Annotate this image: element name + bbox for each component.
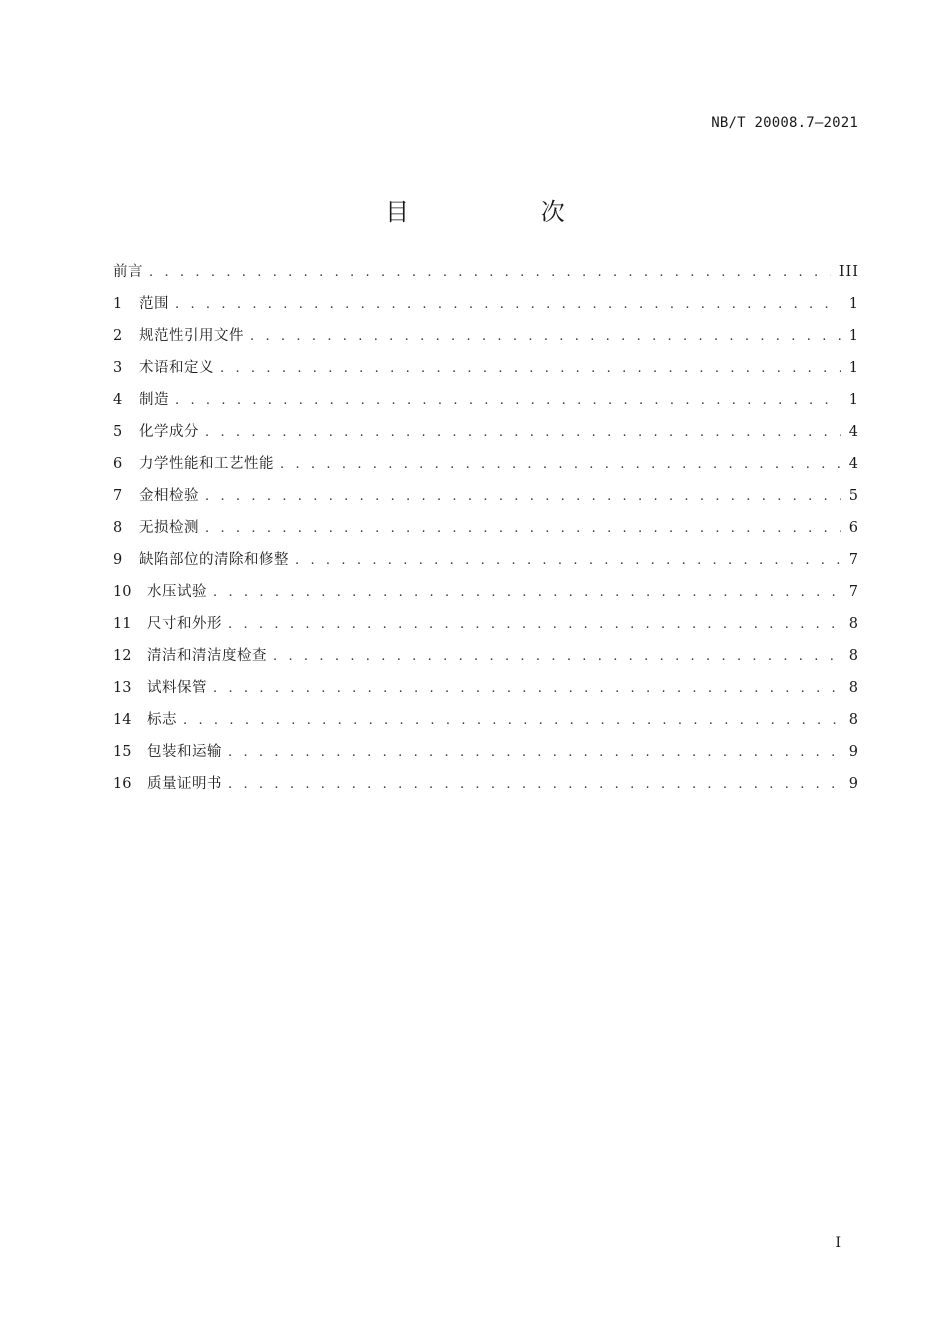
toc-entry-2[interactable] bbox=[113, 324, 859, 356]
toc-entry-label: 力学性能和工艺性能 bbox=[139, 456, 274, 472]
toc-entry-page: 5 bbox=[848, 488, 859, 504]
document-code: NB/T 20008.7—2021 bbox=[711, 115, 858, 131]
toc-entry-label: 范围 bbox=[139, 296, 169, 312]
dot-leader bbox=[228, 745, 841, 760]
toc-entry-number: 12 bbox=[113, 648, 132, 664]
toc-entry-number: 9 bbox=[113, 552, 123, 568]
toc-entry-1[interactable] bbox=[113, 292, 859, 324]
toc-entry-page: 1 bbox=[848, 360, 859, 376]
toc-entry-foreword[interactable] bbox=[113, 260, 859, 292]
toc-entry-14[interactable] bbox=[113, 708, 859, 740]
toc-entry-page: 4 bbox=[848, 456, 859, 472]
toc-entry-page: 8 bbox=[848, 648, 859, 664]
toc-entry-label: 标志 bbox=[147, 712, 177, 728]
toc-entry-label: 缺陷部位的清除和修整 bbox=[139, 552, 289, 568]
toc-entry-page: 1 bbox=[848, 296, 859, 312]
toc-entry-4[interactable] bbox=[113, 388, 859, 420]
dot-leader bbox=[213, 681, 841, 696]
dot-leader bbox=[295, 553, 841, 568]
toc-entry-number: 2 bbox=[113, 328, 123, 344]
toc-entry-page: 1 bbox=[848, 328, 859, 344]
dot-leader bbox=[228, 777, 841, 792]
toc-entry-page: 6 bbox=[848, 520, 859, 536]
toc-entry-number: 5 bbox=[113, 424, 123, 440]
toc-entry-number: 7 bbox=[113, 488, 123, 504]
dot-leader bbox=[250, 329, 841, 344]
toc-entry-number: 10 bbox=[113, 584, 132, 600]
toc-entry-label: 无损检测 bbox=[139, 520, 199, 536]
dot-leader bbox=[228, 617, 841, 632]
toc-entry-page: III bbox=[838, 264, 859, 280]
toc-entry-number: 1 bbox=[113, 296, 123, 312]
toc-entry-15[interactable] bbox=[113, 740, 859, 772]
toc-entry-number: 13 bbox=[113, 680, 132, 696]
toc-entry-page: 7 bbox=[848, 584, 859, 600]
toc-entry-11[interactable] bbox=[113, 612, 859, 644]
toc-entry-page: 1 bbox=[848, 392, 859, 408]
page-number: I bbox=[835, 1235, 841, 1251]
toc-entry-6[interactable] bbox=[113, 452, 859, 484]
toc-entry-page: 9 bbox=[848, 744, 859, 760]
toc-entry-label: 规范性引用文件 bbox=[139, 328, 244, 344]
toc-entry-13[interactable] bbox=[113, 676, 859, 708]
toc-entry-label: 前言 bbox=[113, 264, 143, 280]
dot-leader bbox=[205, 489, 841, 504]
toc-entry-page: 8 bbox=[848, 712, 859, 728]
dot-leader bbox=[149, 265, 831, 280]
toc-entry-label: 清洁和清洁度检查 bbox=[147, 648, 267, 664]
toc-entry-7[interactable] bbox=[113, 484, 859, 516]
toc-entry-page: 4 bbox=[848, 424, 859, 440]
toc-entry-number: 11 bbox=[113, 616, 132, 632]
page-title: 目 次 bbox=[385, 198, 627, 226]
toc-entry-page: 9 bbox=[848, 776, 859, 792]
toc-entry-label: 尺寸和外形 bbox=[147, 616, 222, 632]
toc-entry-label: 金相检验 bbox=[139, 488, 199, 504]
toc-entry-number: 3 bbox=[113, 360, 123, 376]
toc-entry-label: 包装和运输 bbox=[147, 744, 222, 760]
table-of-contents bbox=[113, 260, 859, 804]
toc-entry-3[interactable] bbox=[113, 356, 859, 388]
toc-entry-5[interactable] bbox=[113, 420, 859, 452]
dot-leader bbox=[213, 585, 841, 600]
dot-leader bbox=[175, 297, 841, 312]
toc-entry-number: 14 bbox=[113, 712, 132, 728]
toc-entry-10[interactable] bbox=[113, 580, 859, 612]
dot-leader bbox=[175, 393, 841, 408]
toc-entry-number: 6 bbox=[113, 456, 123, 472]
toc-entry-page: 7 bbox=[848, 552, 859, 568]
toc-entry-16[interactable] bbox=[113, 772, 859, 804]
dot-leader bbox=[220, 361, 841, 376]
toc-entry-label: 术语和定义 bbox=[139, 360, 214, 376]
toc-entry-12[interactable] bbox=[113, 644, 859, 676]
toc-entry-number: 8 bbox=[113, 520, 123, 536]
dot-leader bbox=[280, 457, 841, 472]
toc-entry-number: 15 bbox=[113, 744, 132, 760]
toc-entry-label: 质量证明书 bbox=[147, 776, 222, 792]
toc-entry-label: 制造 bbox=[139, 392, 169, 408]
dot-leader bbox=[205, 521, 841, 536]
toc-entry-label: 试料保管 bbox=[147, 680, 207, 696]
toc-entry-number: 4 bbox=[113, 392, 123, 408]
toc-entry-label: 化学成分 bbox=[139, 424, 199, 440]
dot-leader bbox=[183, 713, 841, 728]
toc-entry-page: 8 bbox=[848, 616, 859, 632]
dot-leader bbox=[205, 425, 841, 440]
toc-entry-label: 水压试验 bbox=[147, 584, 207, 600]
toc-entry-number: 16 bbox=[113, 776, 132, 792]
toc-entry-page: 8 bbox=[848, 680, 859, 696]
toc-entry-8[interactable] bbox=[113, 516, 859, 548]
dot-leader bbox=[273, 649, 841, 664]
toc-entry-9[interactable] bbox=[113, 548, 859, 580]
